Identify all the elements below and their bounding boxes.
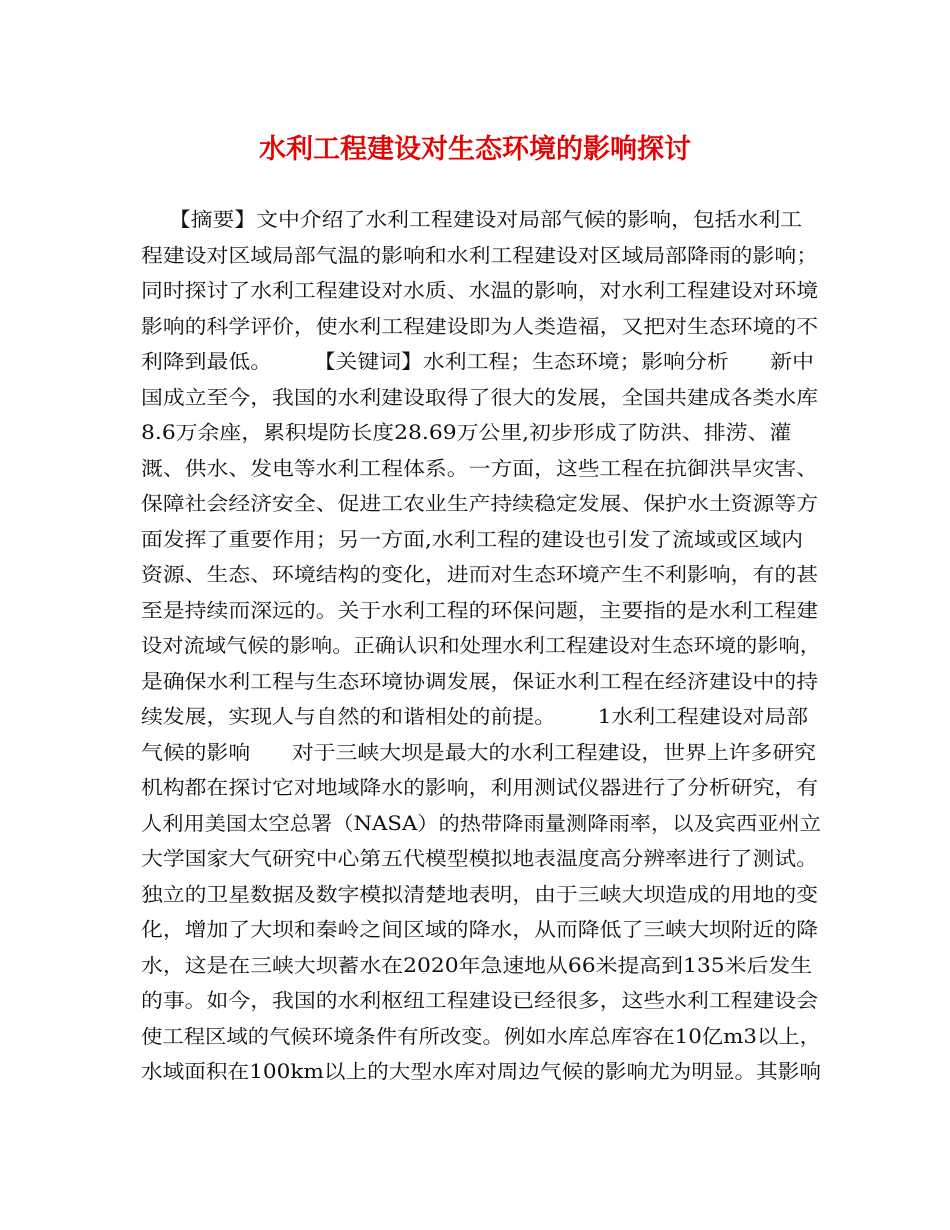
body-line: 影响的科学评价，使水利工程建设即为人类造福，又把对生态环境的不 <box>141 314 819 338</box>
body-line: 人利用美国太空总署（NASA）的热带降雨量测降雨率，以及宾西亚州立 <box>141 811 822 835</box>
document-body <box>141 202 821 1090</box>
body-line: 气候的影响 对于三峡大坝是最大的水利工程建设，世界上许多研究 <box>141 740 817 764</box>
body-line: 资源、生态、环境结构的变化，进而对生态环境产生不利影响，有的甚 <box>141 563 819 586</box>
body-line: 水域面积在100km以上的大型水库对周边气候的影响尤为明显。其影响 <box>141 1060 821 1083</box>
body-line: 程建设对区域局部气温的影响和水利工程建设对区域局部降雨的影响； <box>141 243 819 267</box>
body-line: 【摘要】文中介绍了水利工程建设对局部气候的影响，包括水利工 <box>141 208 803 231</box>
body-line: 续发展，实现人与自然的和谐相处的前提。 1水利工程建设对局部 <box>141 705 809 728</box>
body-line: 使工程区域的气候环境条件有所改变。例如水库总库容在10亿m3以上， <box>141 1024 821 1048</box>
body-line: 大学国家大气研究中心第五代模型模拟地表温度高分辨率进行了测试。 <box>141 847 819 870</box>
body-line: 化，增加了大坝和秦岭之间区域的降水，从而降低了三峡大坝附近的降 <box>141 918 819 941</box>
body-line: 独立的卫星数据及数字模拟清楚地表明，由于三峡大坝造成的用地的变 <box>141 882 819 906</box>
body-line: 8.6万余座，累积堤防长度28.69万公里,初步形成了防洪、排涝、灌 <box>141 421 792 444</box>
body-line: 至是持续而深远的。关于水利工程的环保问题，主要指的是水利工程建 <box>141 598 819 622</box>
body-line: 面发挥了重要作用；另一方面,水利工程的建设也引发了流域或区域内 <box>141 527 804 551</box>
body-line: 溉、供水、发电等水利工程体系。一方面，这些工程在抗御洪旱灾害、 <box>141 456 819 480</box>
body-line: 水，这是在三峡大坝蓄水在2020年急速地从66米提高到135米后发生 <box>141 953 813 977</box>
body-line: 保障社会经济安全、促进工农业生产持续稳定发展、保护水土资源等方 <box>141 492 819 515</box>
document-title: 水利工程建设对生态环境的影响探讨 <box>259 134 691 165</box>
body-line: 的事。如今，我国的水利枢纽工程建设已经很多，这些水利工程建设会 <box>141 989 819 1012</box>
body-line: 同时探讨了水利工程建设对水质、水温的影响，对水利工程建设对环境 <box>141 279 819 302</box>
body-line: 国成立至今，我国的水利建设取得了很大的发展，全国共建成各类水库 <box>141 385 819 409</box>
body-line: 机构都在探讨它对地域降水的影响，利用测试仪器进行了分析研究，有 <box>141 776 819 799</box>
body-line: 是确保水利工程与生态环境协调发展，保证水利工程在经济建设中的持 <box>141 669 819 693</box>
body-line: 利降到最低。 【关键词】水利工程；生态环境；影响分析 新中 <box>141 350 814 373</box>
body-line: 设对流域气候的影响。正确认识和处理水利工程建设对生态环境的影响， <box>141 634 821 657</box>
